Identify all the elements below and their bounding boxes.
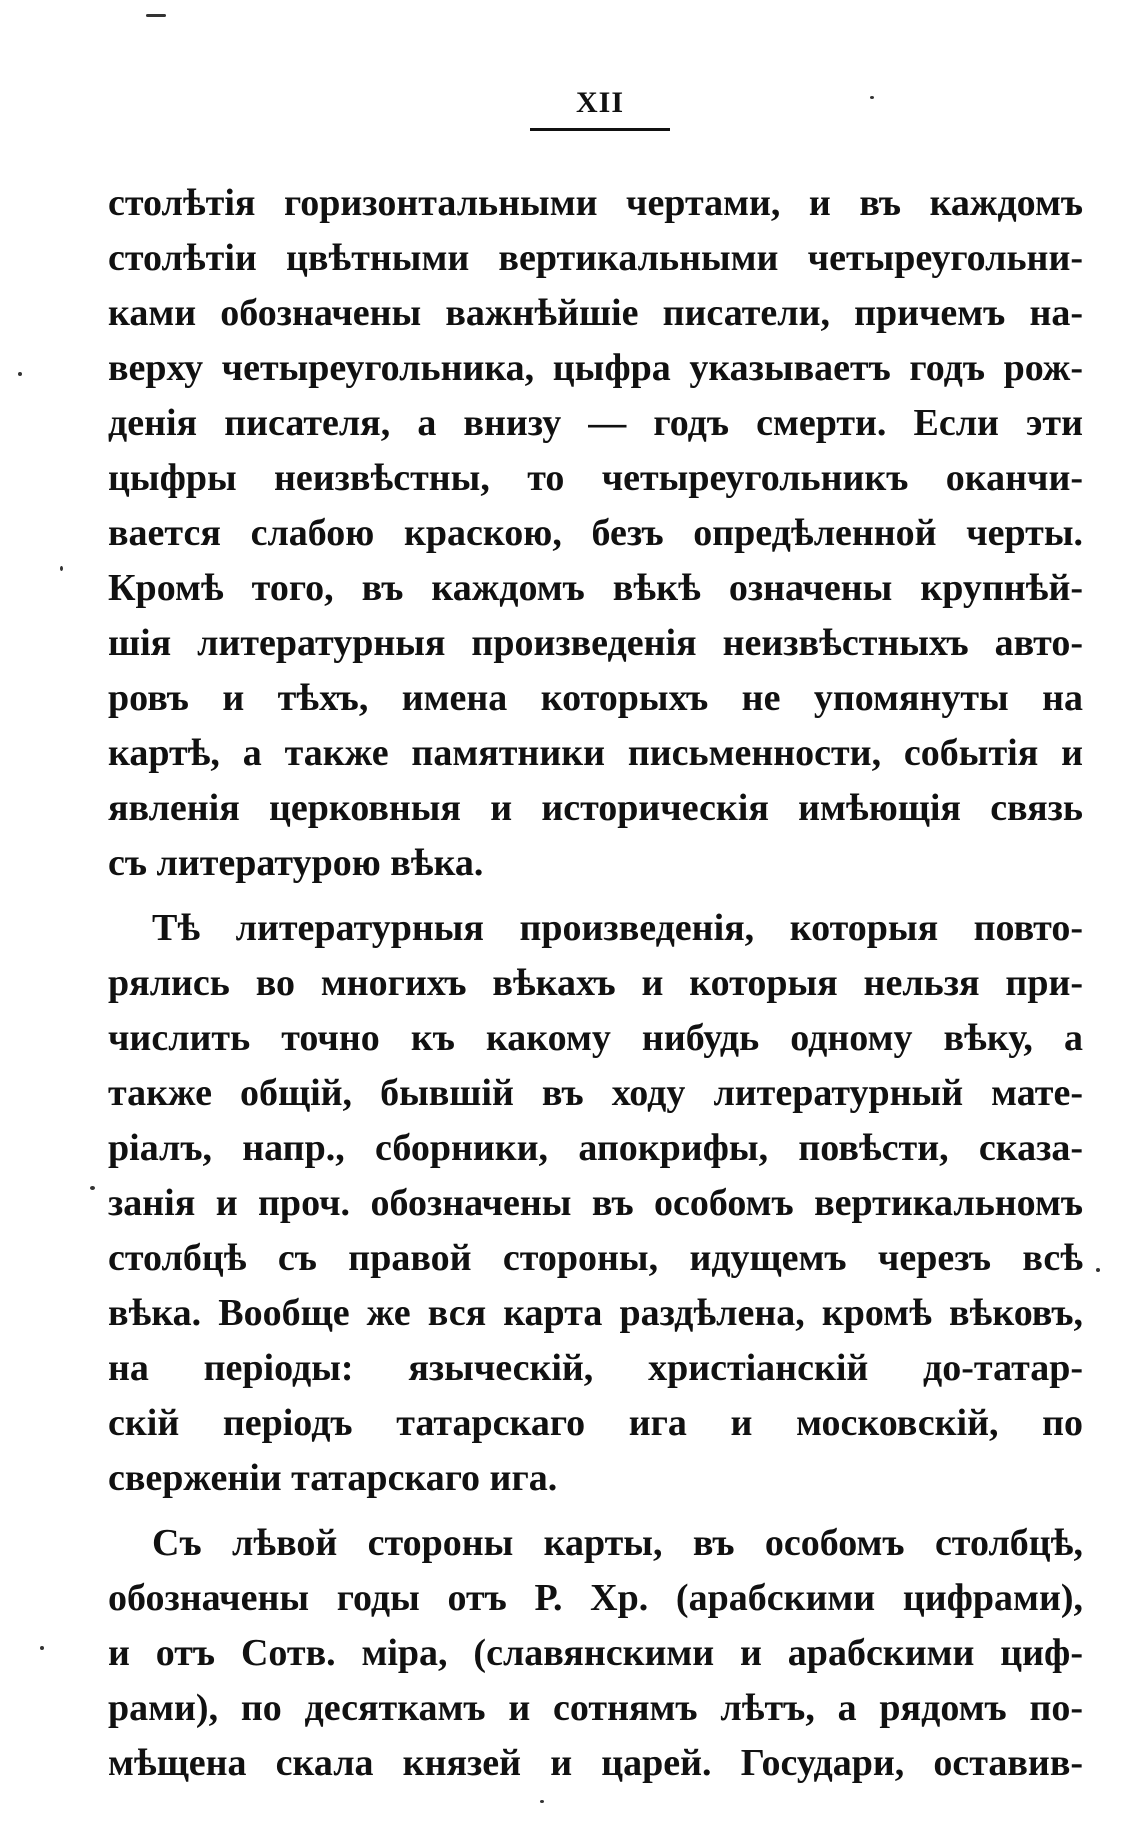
body-text bbox=[108, 176, 1083, 1791]
paragraph-3 bbox=[108, 1516, 1083, 1791]
text-line: занія и проч. обозначены въ особомъ вертикальномъ bbox=[108, 1182, 1083, 1224]
scan-speck bbox=[18, 372, 22, 376]
text-line: ріалъ, напр., сборники, апокрифы, повѣсти, сказа- bbox=[108, 1127, 1083, 1169]
text-line: явленія церковныя и историческія имѣющія связь bbox=[108, 787, 1083, 829]
text-line: верху четыреугольника, цыфра указываетъ годъ рож- bbox=[108, 347, 1083, 389]
text-line: Съ лѣвой стороны карты, въ особомъ столбцѣ, bbox=[152, 1522, 1083, 1564]
paragraph-gap bbox=[108, 1506, 1083, 1516]
scan-speck bbox=[1096, 1268, 1100, 1272]
text-line: денія писателя, а внизу — годъ смерти. Если эти bbox=[108, 402, 1083, 444]
text-line: обозначены годы отъ Р. Хр. (арабскими цифрами), bbox=[108, 1577, 1083, 1619]
text-line: Тѣ литературныя произведенія, которыя повто- bbox=[152, 907, 1083, 949]
text-line: столѣтія горизонтальными чертами, и въ каждомъ bbox=[108, 182, 1083, 224]
text-line: числить точно къ какому нибудь одному вѣку, а bbox=[108, 1017, 1083, 1059]
scan-speck bbox=[60, 566, 63, 571]
text-line: столбцѣ съ правой стороны, идущемъ черезъ всѣ bbox=[108, 1237, 1083, 1279]
text-line: съ литературою вѣка. bbox=[108, 842, 484, 884]
text-line: и отъ Сотв. міра, (славянскими и арабскими циф- bbox=[108, 1632, 1083, 1674]
scan-speck bbox=[540, 1800, 544, 1803]
scan-speck bbox=[40, 1646, 44, 1650]
paragraph-gap bbox=[108, 891, 1083, 901]
page-number: XII bbox=[575, 86, 624, 119]
scan-speck bbox=[90, 1186, 95, 1190]
text-line: Кромѣ того, въ каждомъ вѣкѣ означены крупнѣй- bbox=[108, 567, 1083, 609]
paragraph-2 bbox=[108, 901, 1083, 1506]
text-line: также общій, бывшій въ ходу литературный мате- bbox=[108, 1072, 1083, 1114]
text-line: картѣ, а также памятники письменности, событія и bbox=[108, 732, 1083, 774]
text-line: мѣщена скала князей и царей. Государи, оставив- bbox=[108, 1742, 1083, 1784]
header-rule bbox=[530, 128, 670, 131]
text-line: шія литературныя произведенія неизвѣстныхъ авто- bbox=[108, 622, 1083, 664]
paragraph-1 bbox=[108, 176, 1083, 891]
text-line: на періоды: языческій, христіанскій до-татар- bbox=[108, 1347, 1083, 1389]
scan-speck bbox=[870, 96, 874, 99]
text-line: рялись во многихъ вѣкахъ и которыя нельзя при- bbox=[108, 962, 1083, 1004]
text-line: вѣка. Вообще же вся карта раздѣлена, кромѣ вѣковъ, bbox=[108, 1292, 1083, 1334]
text-line: ровъ и тѣхъ, имена которыхъ не упомянуты на bbox=[108, 677, 1083, 719]
scan-speck bbox=[146, 14, 166, 17]
text-line: вается слабою краскою, безъ опредѣленной черты. bbox=[108, 512, 1083, 554]
text-line: скій періодъ татарскаго ига и московскій, по bbox=[108, 1402, 1083, 1444]
text-line: ками обозначены важнѣйшіе писатели, причемъ на- bbox=[108, 292, 1083, 334]
text-line: цыфры неизвѣстны, то четыреугольникъ оканчи- bbox=[108, 457, 1083, 499]
text-line: сверженіи татарскаго ига. bbox=[108, 1457, 558, 1499]
text-line: столѣтіи цвѣтными вертикальными четыреугольни- bbox=[108, 237, 1083, 279]
text-line: рами), по десяткамъ и сотнямъ лѣтъ, а рядомъ по- bbox=[108, 1687, 1083, 1729]
